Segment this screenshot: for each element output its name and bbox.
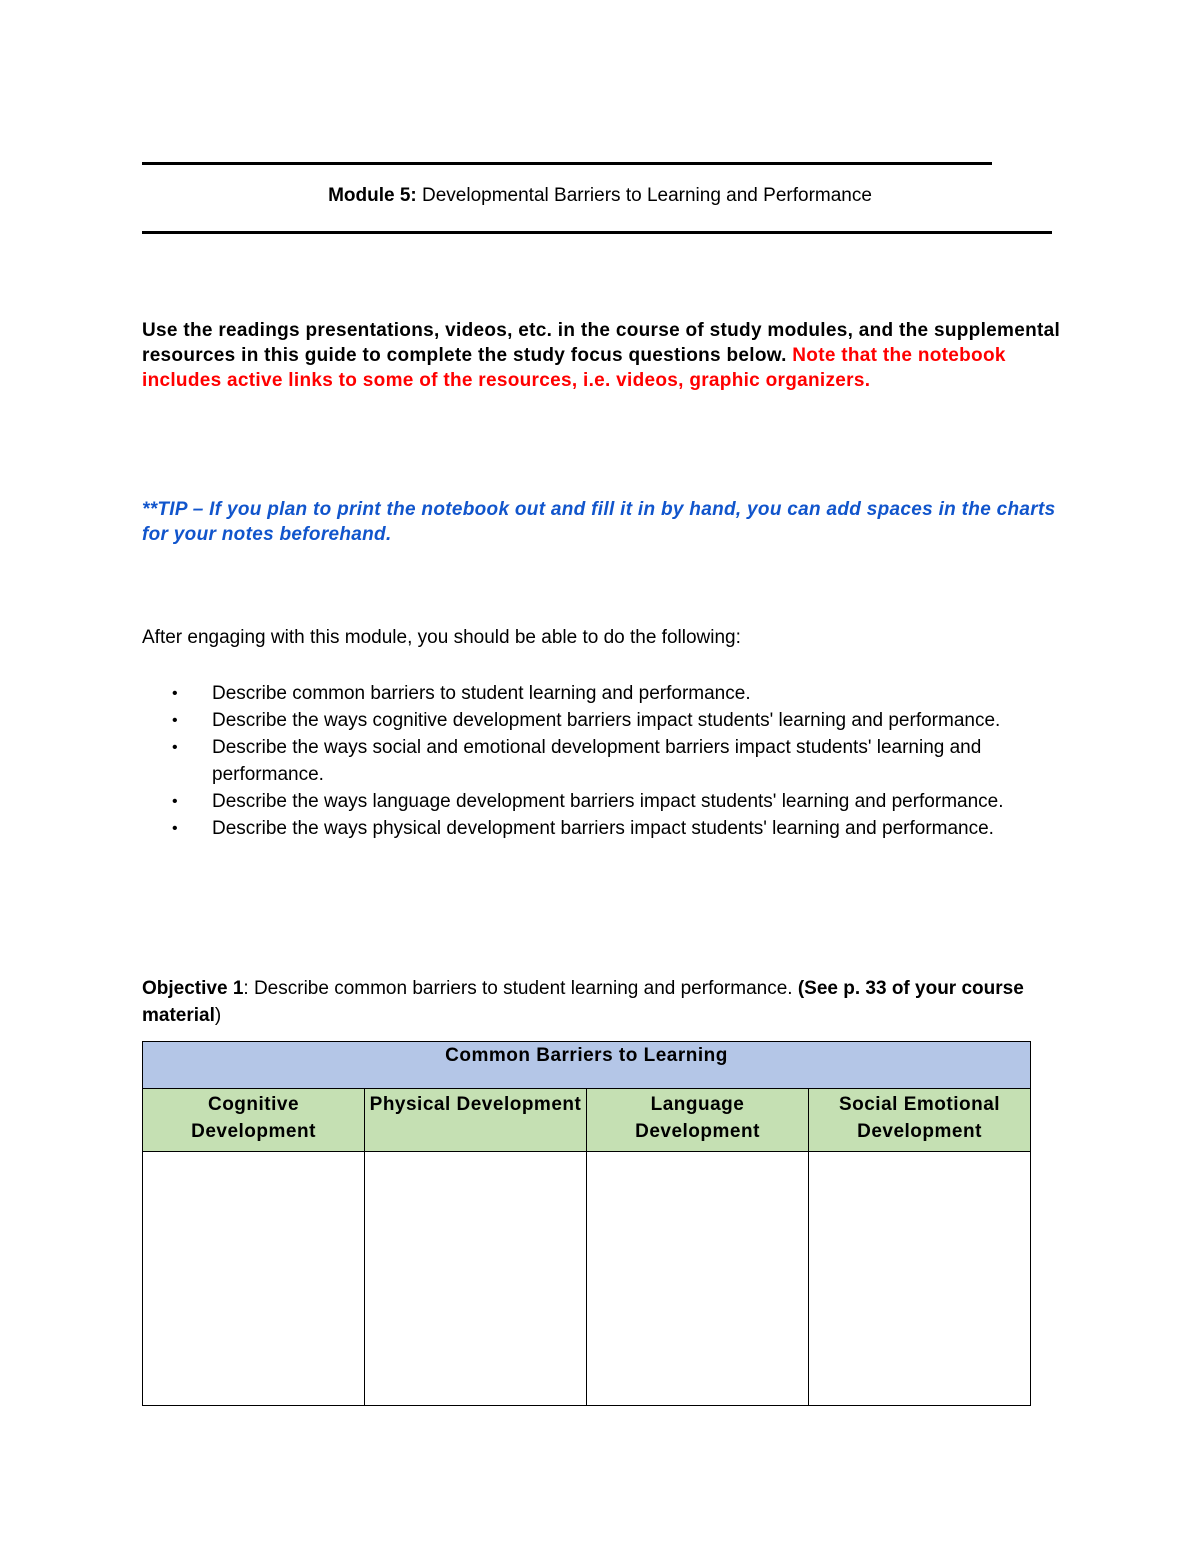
module-title-text: Developmental Barriers to Learning and Performance bbox=[422, 185, 872, 206]
column-header-physical: Physical Development bbox=[365, 1089, 587, 1152]
cognitive-notes-cell[interactable] bbox=[143, 1152, 365, 1406]
objective-text: Describe the ways physical development barriers impact students' learning and performance. bbox=[212, 818, 994, 839]
intro-text: Use the readings presentations, videos, etc. in the course of study modules, and the supplemental resources in this guide to complete the study focus questions below. bbox=[142, 320, 1061, 366]
objective-1-reference-close: ) bbox=[214, 1005, 222, 1026]
table-title: Common Barriers to Learning bbox=[143, 1042, 1031, 1089]
objective-1-text: : Describe common barriers to student learning and performance. bbox=[243, 978, 798, 999]
list-item bbox=[142, 788, 1062, 815]
list-item bbox=[142, 815, 1062, 842]
after-engaging-text: After engaging with this module, you should be able to do the following: bbox=[142, 627, 741, 648]
tip-paragraph: **TIP – If you plan to print the notebook out and fill it in by hand, you can add spaces in the charts for your notes beforehand. bbox=[142, 499, 1056, 545]
objective-text: Describe the ways language development barriers impact students' learning and performance. bbox=[212, 791, 1004, 812]
intro-note: Note that the notebook includes active links to some of the resources, i.e. videos, graphic organizers. bbox=[142, 345, 1006, 391]
list-item bbox=[142, 680, 1062, 707]
barriers-table bbox=[142, 1041, 1031, 1406]
objective-1-heading bbox=[142, 975, 1062, 1029]
bottom-rule bbox=[142, 231, 1052, 234]
table-title-row bbox=[143, 1042, 1031, 1089]
bullet-icon: • bbox=[172, 712, 178, 729]
module-label: Module 5: bbox=[328, 185, 417, 206]
bullet-icon: • bbox=[172, 793, 178, 810]
intro-paragraph bbox=[142, 318, 1062, 393]
objectives-list bbox=[142, 680, 1062, 842]
objective-1-label: Objective 1 bbox=[142, 978, 244, 999]
column-header-social-emotional: Social Emotional Development bbox=[809, 1089, 1031, 1152]
physical-notes-cell[interactable] bbox=[365, 1152, 587, 1406]
list-item bbox=[142, 734, 1062, 788]
objective-text: Describe the ways cognitive development barriers impact students' learning and performance. bbox=[212, 710, 1001, 731]
list-item bbox=[142, 707, 1062, 734]
table-row bbox=[143, 1152, 1031, 1406]
bullet-icon: • bbox=[172, 685, 178, 702]
column-header-language: Language Development bbox=[587, 1089, 809, 1152]
module-title bbox=[0, 185, 1200, 207]
objective-text: Describe common barriers to student learning and performance. bbox=[212, 683, 751, 704]
objective-1-reference: (See p. 33 of your course material bbox=[142, 978, 1024, 1026]
column-header-cognitive: Cognitive Development bbox=[143, 1089, 365, 1152]
table-header-row bbox=[143, 1089, 1031, 1152]
objective-text: Describe the ways social and emotional development barriers impact students' learning and performance. bbox=[212, 737, 982, 785]
language-notes-cell[interactable] bbox=[587, 1152, 809, 1406]
top-rule bbox=[142, 162, 992, 165]
bullet-icon: • bbox=[172, 739, 178, 756]
social-emotional-notes-cell[interactable] bbox=[809, 1152, 1031, 1406]
bullet-icon: • bbox=[172, 820, 178, 837]
